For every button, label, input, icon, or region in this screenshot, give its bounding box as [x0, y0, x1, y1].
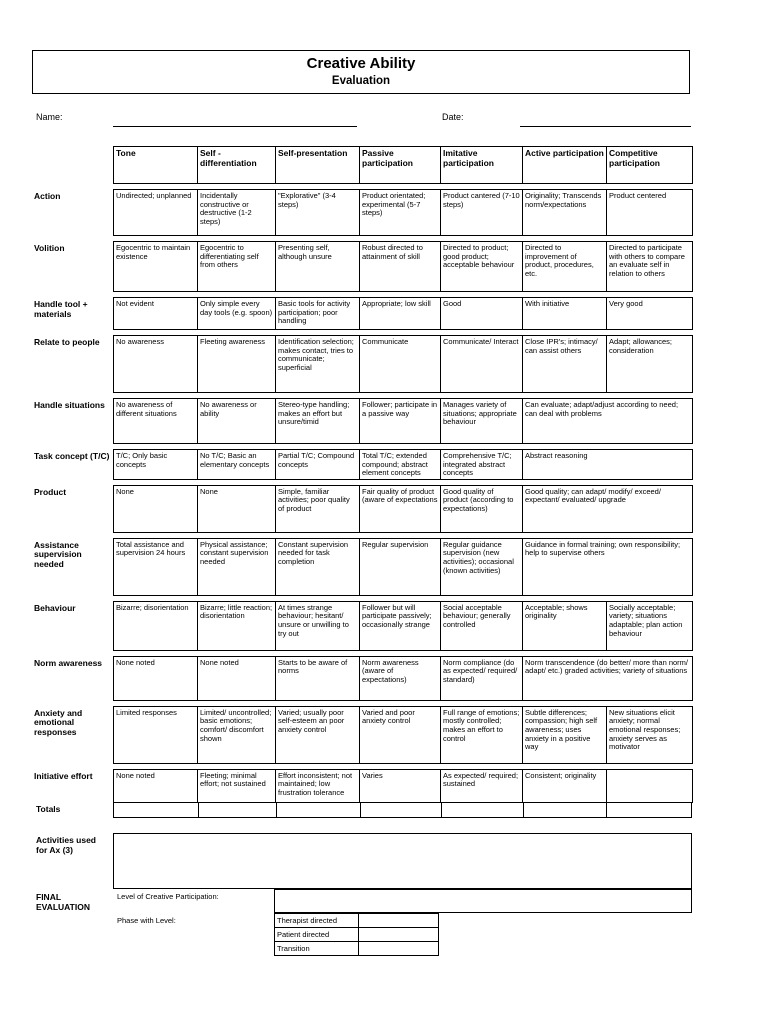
table-cell: Follower but will participate passively; occasionally strange: [359, 601, 440, 651]
table-row: [32, 297, 693, 330]
table-cell: Partial T/C; Compound concepts: [275, 449, 359, 480]
table-cell: Presenting self, although unsure: [275, 241, 359, 292]
column-header: Competitive participation: [606, 146, 693, 184]
row-label: Handle tool + materials: [34, 299, 88, 319]
table-cell: Regular supervision: [359, 538, 440, 596]
phase-therapist-directed: Therapist directed: [275, 914, 359, 928]
table-row: [32, 538, 693, 596]
table-row: [32, 769, 693, 803]
table-cell: Limited/ uncontrolled; basic emotions; comfort/ discomfort shown: [197, 706, 275, 764]
table-cell: Manages variety of situations; appropriate behaviour: [440, 398, 522, 444]
table-cell: No awareness: [113, 335, 197, 393]
table-cell: Basic tools for activity participation; poor handling: [275, 297, 359, 330]
table-cell: None noted: [113, 656, 197, 701]
row-label: Assistance supervision needed: [34, 539, 82, 569]
table-cell: Directed to improvement of product, procedures, etc.: [522, 241, 606, 292]
table-cell: None noted: [113, 769, 197, 803]
column-header: Tone: [113, 146, 197, 184]
table-cell: At times strange behaviour; hesitant/ unsure or unwilling to try out: [275, 601, 359, 651]
table-cell: Fleeting awareness: [197, 335, 275, 393]
table-cell: Product centered: [606, 189, 693, 236]
table-cell: Effort inconsistent; not maintained; low frustration tolerance: [275, 769, 359, 803]
table-cell: Varied; usually poor self-esteem an poor anxiety control: [275, 706, 359, 764]
table-cell: Total assistance and supervision 24 hours: [113, 538, 197, 596]
table-cell: None: [197, 485, 275, 533]
final-evaluation-label: FINAL EVALUATION: [36, 892, 90, 912]
table-row: [32, 241, 693, 292]
table-row: [32, 449, 693, 480]
table-cell: Directed to product; good product; acceptable behaviour: [440, 241, 522, 292]
table-cell: Norm awareness (aware of expectations): [359, 656, 440, 701]
row-label: Action: [34, 191, 61, 201]
table-row: [32, 601, 693, 651]
table-cell: Appropriate; low skill: [359, 297, 440, 330]
page-title: Creative Ability: [306, 55, 416, 72]
date-field[interactable]: [520, 126, 691, 127]
activities-field[interactable]: [113, 833, 692, 889]
table-cell-merged: Good quality; can adapt/ modify/ exceed/ expectant/ evaluated/ upgrade: [522, 485, 693, 533]
column-header-row: [32, 146, 693, 184]
column-header: Imitative participation: [440, 146, 522, 184]
table-cell: Bizarre; disorientation: [113, 601, 197, 651]
table-row: [32, 485, 693, 533]
table-cell: Limited responses: [113, 706, 197, 764]
table-cell: Socially acceptable; variety; situations adaptable; plan action behaviour: [606, 601, 693, 651]
row-label: Norm awareness: [34, 657, 103, 668]
table-cell: Egocentric to maintain existence: [113, 241, 197, 292]
level-field[interactable]: [274, 889, 692, 913]
table-cell-merged: Can evaluate; adapt/adjust according to need; can deal with problems: [522, 398, 693, 444]
evaluation-table: [32, 141, 693, 808]
totals-row[interactable]: [113, 802, 692, 818]
table-cell: No awareness of different situations: [113, 398, 197, 444]
table-cell: As expected/ required; sustained: [440, 769, 522, 803]
table-cell: Incidentally constructive or destructive (1-2 steps): [197, 189, 275, 236]
column-header: Self - differentiation: [197, 146, 275, 184]
row-label: Initiative effort: [34, 770, 93, 781]
phase-patient-directed: Patient directed: [275, 928, 359, 942]
name-label: Name:: [36, 112, 63, 122]
name-field[interactable]: [113, 126, 357, 127]
row-label: Handle situations: [34, 400, 105, 410]
table-cell: Originality; Transcends norm/expectations: [522, 189, 606, 236]
table-cell-merged: Guidance in formal training; own responsibility; help to supervise others: [522, 538, 693, 596]
table-cell: Identification selection; makes contact, tries to communicate; superficial: [275, 335, 359, 393]
table-cell-merged: Norm transcendence (do better/ more than norm/ adapt/ etc.) graded activities; variety of situations: [522, 656, 693, 701]
table-cell: Good quality of product (according to expectations): [440, 485, 522, 533]
date-label: Date:: [442, 112, 464, 122]
column-header: Self-presentation: [275, 146, 359, 184]
phase-transition: Transition: [275, 942, 359, 956]
title-box: [32, 50, 690, 94]
table-cell: "Explorative" (3-4 steps): [275, 189, 359, 236]
table-cell: Norm compliance (do as expected/ required/ standard): [440, 656, 522, 701]
table-cell: Varied and poor anxiety control: [359, 706, 440, 764]
table-cell: Consistent; originality: [522, 769, 606, 803]
table-cell: Communicate/ Interact: [440, 335, 522, 393]
table-cell: Comprehensive T/C; integrated abstract concepts: [440, 449, 522, 480]
table-cell: T/C; Only basic concepts: [113, 449, 197, 480]
table-cell: Not evident: [113, 297, 197, 330]
table-cell: Acceptable; shows originality: [522, 601, 606, 651]
table-cell-merged: Abstract reasoning: [522, 449, 693, 480]
table-cell: Bizarre; little reaction; disorientation: [197, 601, 275, 651]
table-cell: Product cantered (7-10 steps): [440, 189, 522, 236]
table-cell: Only simple every day tools (e.g. spoon): [197, 297, 275, 330]
table-row: [32, 398, 693, 444]
table-cell: Constant supervision needed for task completion: [275, 538, 359, 596]
table-cell: Undirected; unplanned: [113, 189, 197, 236]
table-cell: Starts to be aware of norms: [275, 656, 359, 701]
row-label: Volition: [34, 243, 65, 253]
table-cell: Product orientated; experimental (5-7 steps): [359, 189, 440, 236]
table-cell: Robust directed to attainment of skill: [359, 241, 440, 292]
table-cell: None noted: [197, 656, 275, 701]
phase-therapist-directed-field[interactable]: [359, 914, 439, 928]
table-cell: Varies: [359, 769, 440, 803]
row-label: Product: [34, 486, 67, 497]
table-cell: Adapt; allowances; consideration: [606, 335, 693, 393]
table-row: [32, 335, 693, 393]
phase-patient-directed-field[interactable]: [359, 928, 439, 942]
table-cell: Follower; participate in a passive way: [359, 398, 440, 444]
table-cell: Stereo-type handling; makes an effort but unsure/timid: [275, 398, 359, 444]
phase-label: Phase with Level:: [117, 916, 176, 925]
table-cell: Fair quality of product (aware of expectations: [359, 485, 440, 533]
table-cell: Simple, familiar activities; poor quality of product: [275, 485, 359, 533]
table-cell: Physical assistance; constant supervision needed: [197, 538, 275, 596]
table-cell: Total T/C; extended compound; abstract element concepts: [359, 449, 440, 480]
level-label: Level of Creative Participation:: [117, 892, 219, 901]
table-cell: Directed to participate with others to compare an evaluate self in relation to others: [606, 241, 693, 292]
column-header: Active participation: [522, 146, 606, 184]
table-row: [32, 189, 693, 236]
row-label: Behaviour: [34, 602, 76, 613]
activities-label: Activities used for Ax (3): [36, 835, 96, 855]
page-subtitle: Evaluation: [331, 75, 391, 87]
header-spacer: [32, 146, 113, 184]
column-header: Passive participation: [359, 146, 440, 184]
table-cell: Communicate: [359, 335, 440, 393]
table-cell: Full range of emotions; mostly controlled; makes an effort to control: [440, 706, 522, 764]
totals-label: Totals: [36, 804, 61, 814]
row-label: Task concept (T/C): [34, 451, 110, 461]
phase-table: [274, 913, 439, 956]
table-cell: No T/C; Basic an elementary concepts: [197, 449, 275, 480]
phase-transition-field[interactable]: [359, 942, 439, 956]
row-label: Anxiety and emotional responses: [34, 707, 83, 737]
table-row: [32, 706, 693, 764]
table-cell: Close IPR's; intimacy/ can assist others: [522, 335, 606, 393]
table-row: [32, 656, 693, 701]
row-label: Relate to people: [34, 337, 100, 347]
table-cell: No awareness or ability: [197, 398, 275, 444]
table-cell: Very good: [606, 297, 693, 330]
table-cell: New situations elicit anxiety; normal emotional responses; anxiety serves as motivator: [606, 706, 693, 764]
table-cell: [606, 769, 693, 803]
table-cell: With initiative: [522, 297, 606, 330]
table-cell: Regular guidance supervision (new activities); occasional (known activities): [440, 538, 522, 596]
table-cell: Subtle differences; compassion; high self awareness; uses anxiety in a positive way: [522, 706, 606, 764]
table-cell: Egocentric to differentiating self from others: [197, 241, 275, 292]
table-cell: Fleeting; minimal effort; not sustained: [197, 769, 275, 803]
table-cell: Social acceptable behaviour; generally controlled: [440, 601, 522, 651]
table-cell: None: [113, 485, 197, 533]
table-cell: Good: [440, 297, 522, 330]
